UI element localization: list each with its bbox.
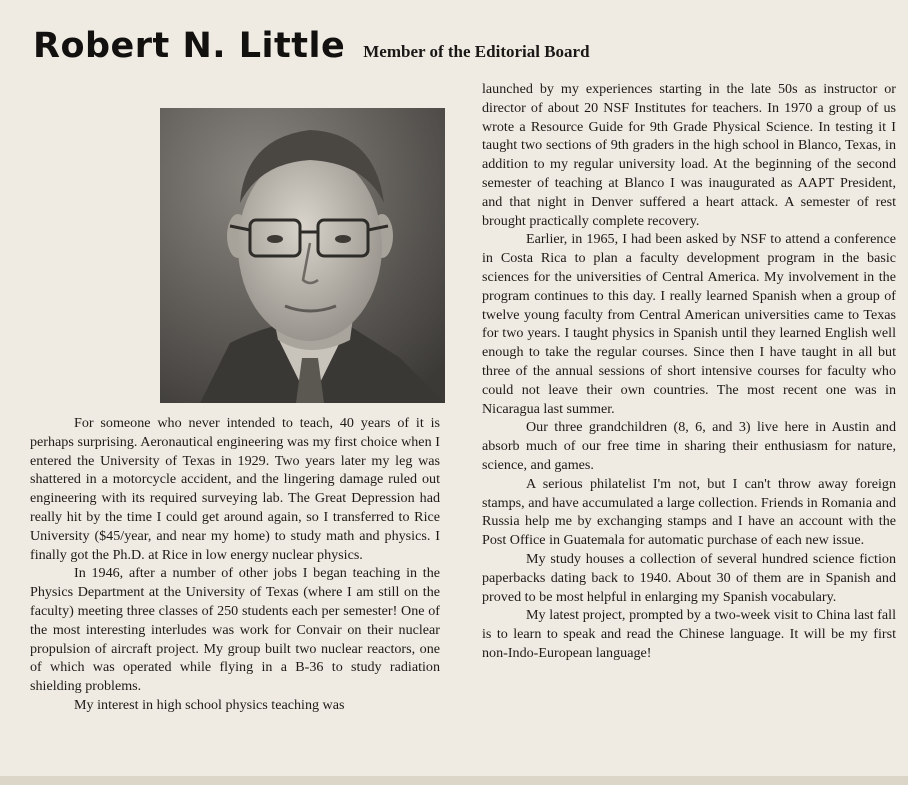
paragraph: My latest project, prompted by a two-week visit to China last fall is to learn to speak and read the Chinese language. It will be my first non-Indo-European language! [482,607,896,661]
paragraph: In 1946, after a number of other jobs I began teaching in the Physics Department at the University of Texas (where I am still on the faculty) meeting three classes of 250 students each per semester! One of the most interesting interludes was work for Convair on their nuclear propulsion of aircraft project. My group built two nuclear reactors, one of which was operated while flying in a B-36 to study radiation shielding problems. [30,565,440,695]
left-text-column [30,414,440,715]
portrait-photo [160,108,445,403]
paragraph: Earlier, in 1965, I had been asked by NSF to attend a conference in Costa Rica to plan a faculty development program in the basic sciences for the universities of Central America. My involvement in the program continues to this day. I really learned Spanish when a group of twelve young faculty from Central American universities came to Texas for two years. I taught physics in Spanish until they learned English well enough to take the regular courses. Since then I have taught in all but three of the annual sessions of short intensive courses for faculty who could not leave their own countries. The most recent one was in Nicaragua last summer. [482,231,896,417]
page-bottom-edge [0,776,908,785]
paragraph: My study houses a collection of several hundred science fiction paperbacks dating back to 1940. About 30 of them are in Spanish and proved to be most helpful in enlarging my Spanish vocabulary. [482,550,896,605]
page-header [33,26,590,66]
paragraph: For someone who never intended to teach, 40 years of it is perhaps surprising. Aeronautical engineering was my first choice when I entered the University of Texas in 1929. Two years later my leg was shattered in a motorcycle accident, and the lingering damage ruled out engineering with its required surveying lab. The Great Depression had really hit by the time I could get around again, so I transferred to Rice University ($45/year, and near my home) to study math and physics. I finally got the Ph.D. at Rice in low energy nuclear physics. [30,415,440,563]
page-title: Robert N. Little [33,26,346,66]
paragraph: A serious philatelist I'm not, but I can't throw away foreign stamps, and have accumulated a large collection. Friends in Romania and Russia help me by exchanging stamps and I have an account with the Post Office in Guatemala for automatic purchase of each new issue. [482,475,896,549]
paragraph: Our three grandchildren (8, 6, and 3) live here in Austin and absorb much of our free time in sharing their enthusiasm for nature, science, and games. [482,419,896,473]
paragraph: launched by my experiences starting in the late 50s as instructor or director of about 20 NSF Institutes for teachers. In 1970 a group of us wrote a Resource Guide for 9th Grade Physical Science. In testing it I taught two sections of 9th graders in the high school in Blanco, Texas, in addition to my regular university load. At the beginning of the second semester of teaching at Blanco I was inaugurated as AAPT President, and that night in Denver suffered a heart attack. A semester of rest brought practically complete recovery. [482,81,896,229]
right-text-column [482,80,896,663]
paragraph: My interest in high school physics teaching was [74,696,345,713]
portrait-illustration [160,108,445,403]
page-subtitle: Member of the Editorial Board [363,42,590,61]
